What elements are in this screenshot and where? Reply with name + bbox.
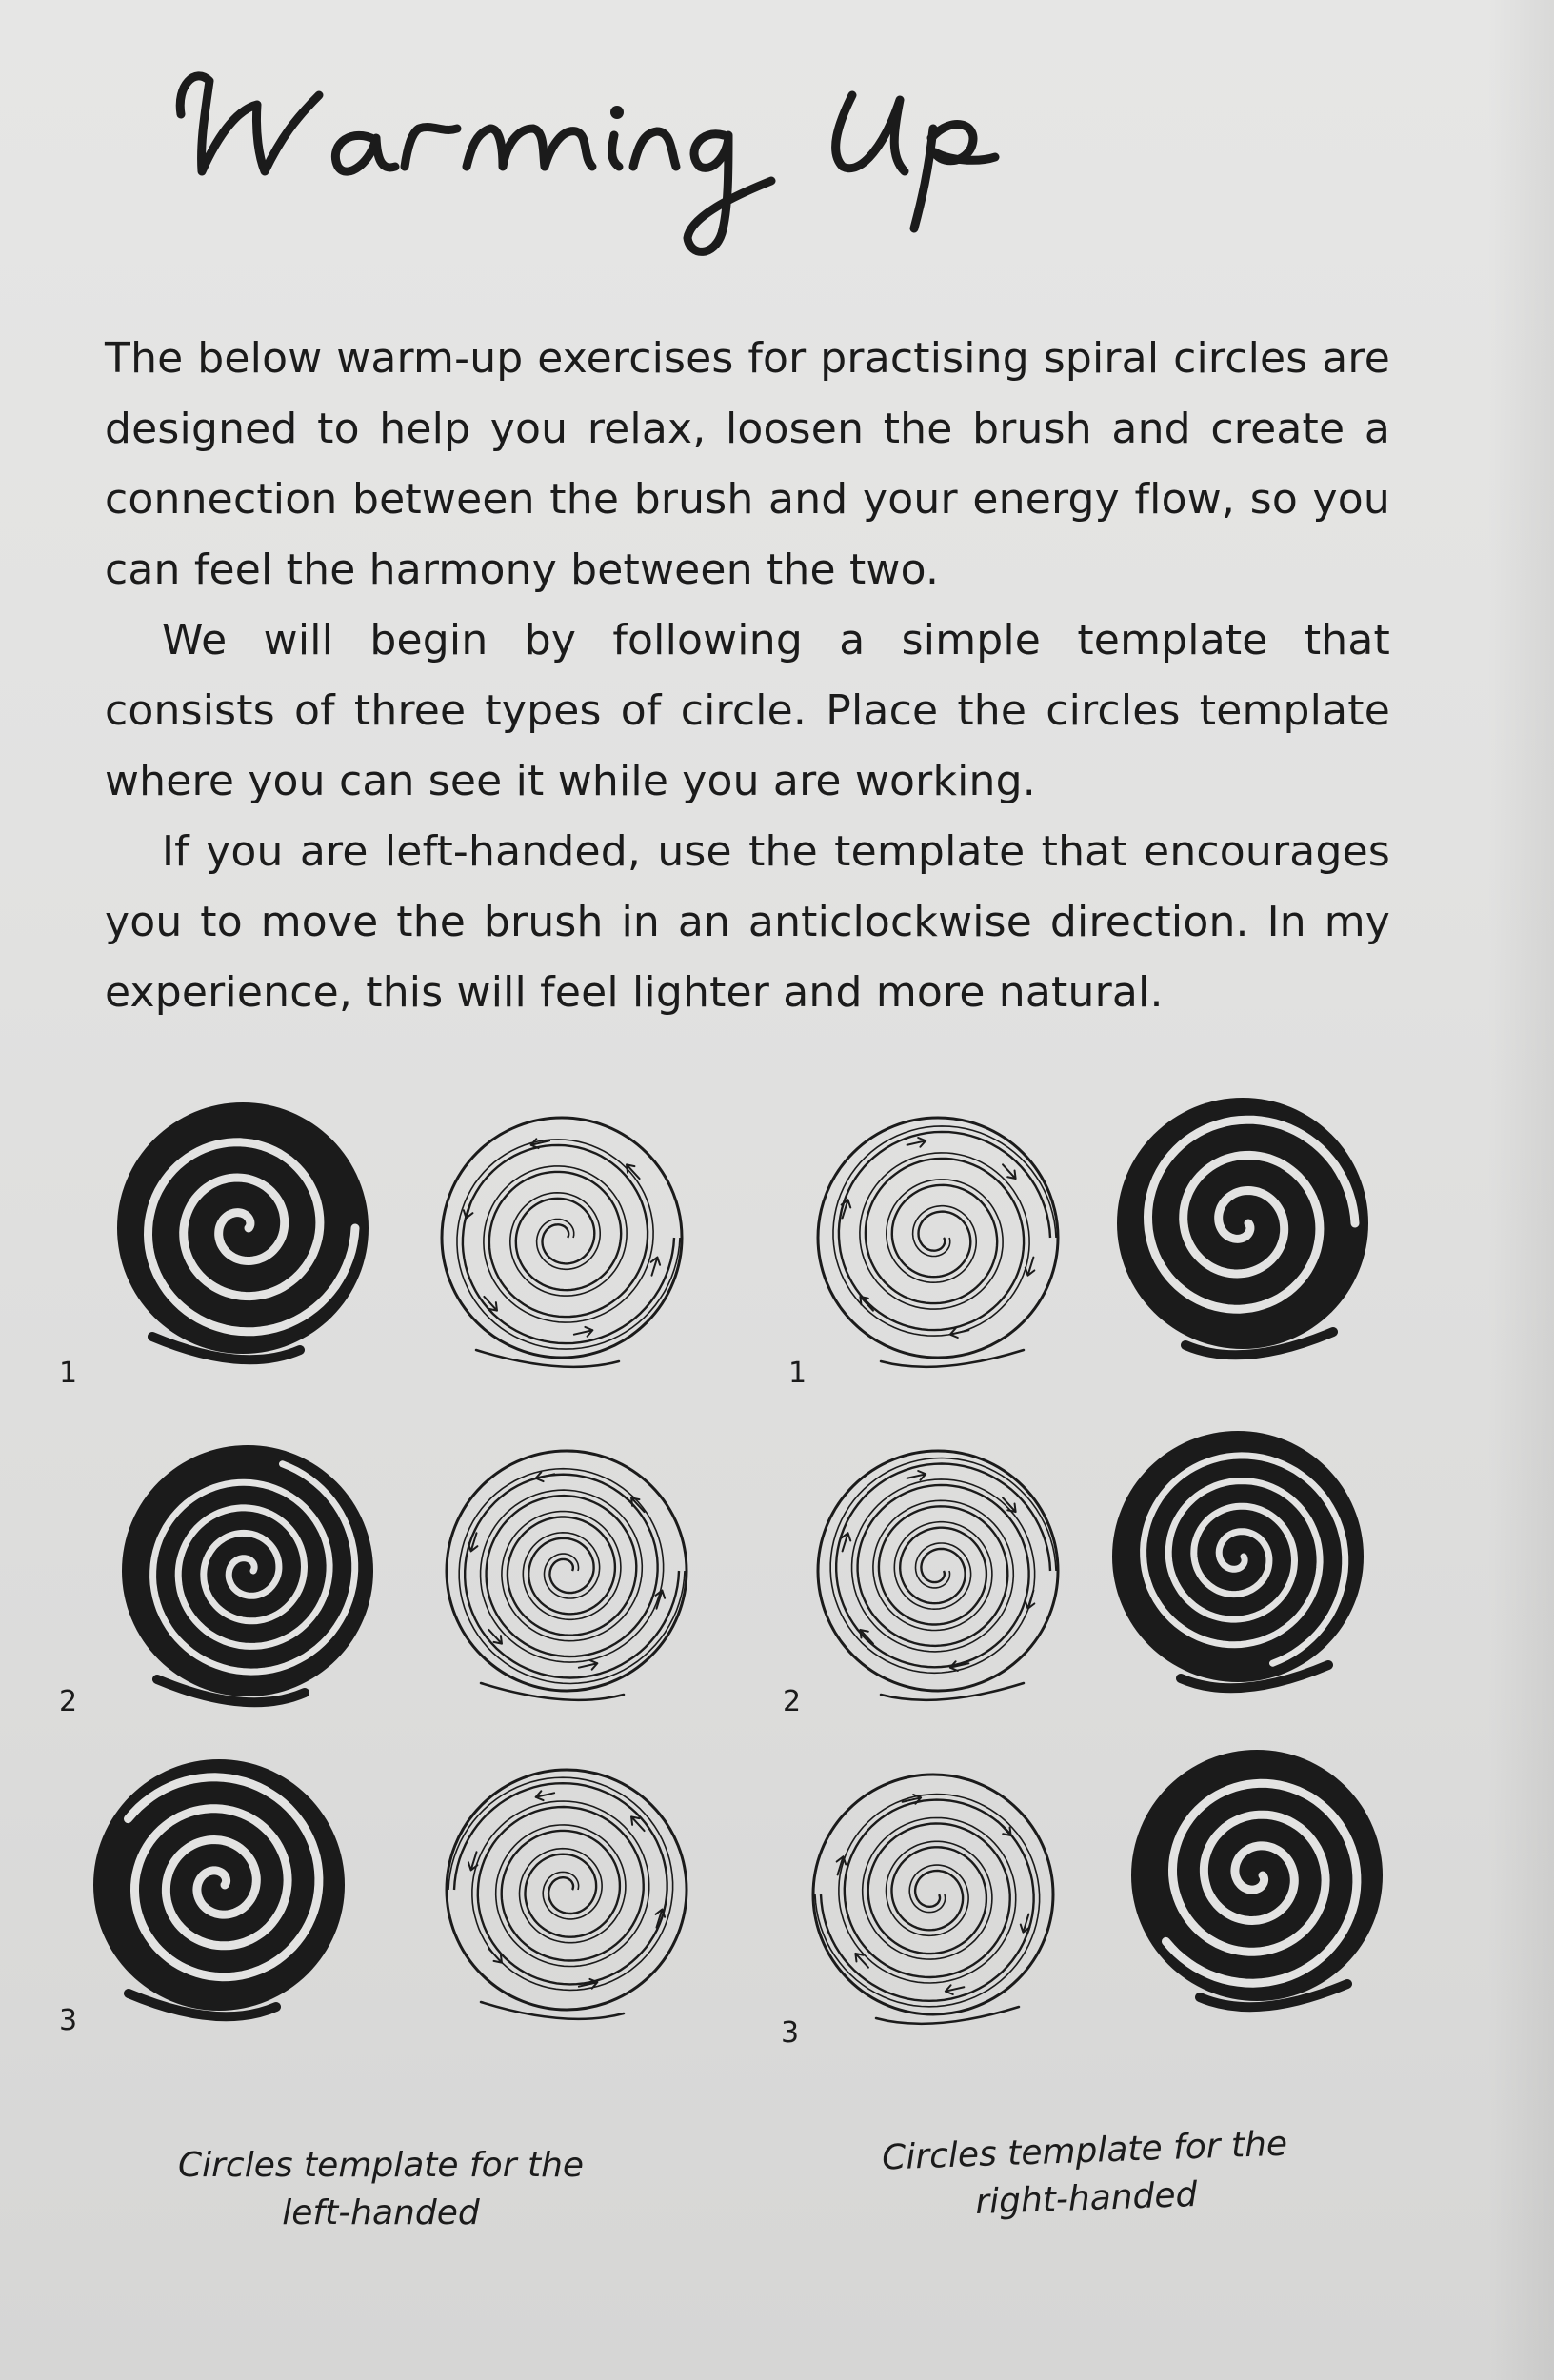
direction-arrow <box>536 1791 555 1800</box>
right-row-number-2: 2 <box>783 1685 802 1718</box>
direction-arrow <box>651 1258 661 1276</box>
left-guide-spiral-2 <box>424 1428 709 1714</box>
paragraph-2: We will begin by following a simple template that consists of three types of circle. Place the circles template where you can see it while you are working. <box>105 616 1390 805</box>
left-solid-spiral-3 <box>76 1742 362 2028</box>
guide-line-inner <box>454 1783 667 1984</box>
left-solid-spiral-1 <box>100 1085 386 1371</box>
paragraph-1: The below warm-up exercises for practising spiral circles are designed to help you relax, loosen the brush and create a connection between the brush and your energy flow, so you can feel the harmony between the two. <box>105 334 1390 594</box>
right-solid-spiral-3 <box>1114 1733 1400 2018</box>
page-edge-shadow <box>1487 0 1554 2380</box>
left-guide-spiral-3 <box>424 1747 709 2033</box>
guide-line-outer <box>830 1458 1056 1674</box>
direction-arrow <box>907 1138 926 1147</box>
guide-line-inner <box>839 1132 1050 1330</box>
right-template-caption <box>836 2119 1334 2231</box>
guide-line-inner <box>465 1475 679 1678</box>
paragraph-3: If you are left-handed, use the template that encourages you to move the brush in an anticlockwise direction. In my experience, this will feel lighter and more natural. <box>105 827 1390 1017</box>
left-row-number-1: 1 <box>59 1357 78 1390</box>
direction-arrow <box>1003 1164 1016 1179</box>
guide-line-inner <box>821 1800 1034 2001</box>
left-template-caption <box>143 2142 619 2237</box>
guide-line-inner <box>463 1145 674 1343</box>
guide-line-outer <box>815 1795 1040 2007</box>
guide-line-outer <box>448 1777 673 1990</box>
right-row-number-3: 3 <box>781 2016 800 2050</box>
right-caption-line-2: right-handed <box>974 2174 1199 2223</box>
direction-arrow <box>860 1297 873 1311</box>
direction-arrow <box>536 1472 555 1481</box>
guide-outline <box>813 1775 1053 2014</box>
right-row-number-1: 1 <box>788 1357 807 1390</box>
direction-arrow <box>855 1954 868 1968</box>
right-guide-spiral-1 <box>795 1095 1081 1380</box>
page-title-lettering <box>152 29 1390 276</box>
left-row-number-3: 3 <box>59 2004 78 2037</box>
guide-outline <box>447 1451 687 1691</box>
right-caption-line-1: Circles template for the <box>881 2124 1288 2178</box>
left-caption-line-1: Circles template for the <box>177 2146 585 2185</box>
direction-arrow <box>484 1297 497 1311</box>
direction-arrow <box>842 1533 851 1551</box>
guide-line-inner <box>836 1464 1050 1668</box>
left-caption-line-2: left-handed <box>282 2193 480 2232</box>
left-guide-spiral-1 <box>419 1095 705 1380</box>
guide-outline <box>818 1451 1058 1691</box>
direction-arrow <box>907 1471 926 1480</box>
right-solid-spiral-1 <box>1100 1081 1385 1366</box>
guide-line-outer <box>459 1469 685 1684</box>
guide-outline <box>447 1770 687 2010</box>
direction-arrow <box>946 1985 965 1994</box>
direction-arrow <box>860 1630 873 1644</box>
direction-arrow <box>574 1327 593 1337</box>
left-solid-spiral-2 <box>105 1428 390 1714</box>
right-guide-spiral-2 <box>795 1428 1081 1714</box>
direction-arrow <box>1021 1914 1030 1933</box>
right-solid-spiral-2 <box>1095 1414 1381 1699</box>
direction-arrow <box>468 1852 478 1870</box>
left-row-number-2: 2 <box>59 1685 78 1718</box>
right-guide-spiral-3 <box>790 1752 1076 2037</box>
body-text <box>105 324 1390 1028</box>
